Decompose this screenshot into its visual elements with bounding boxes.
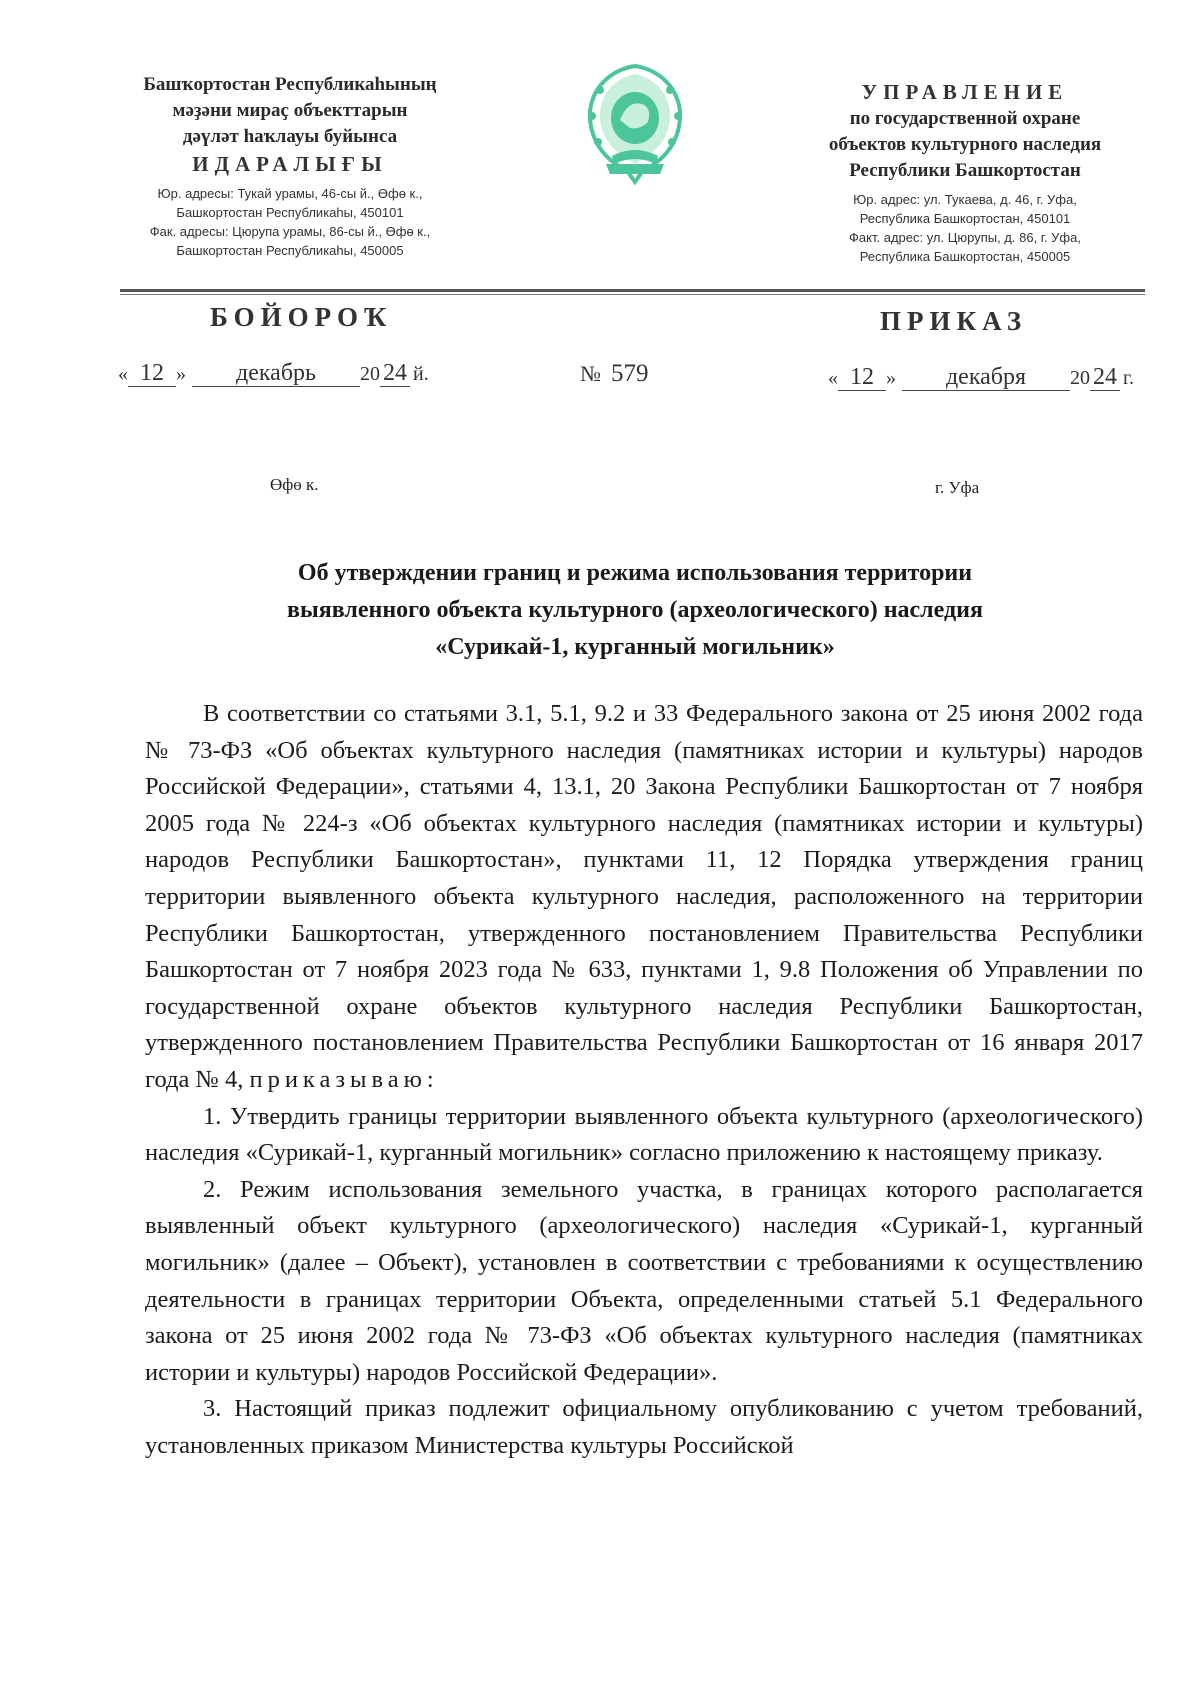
- header-right-address-line-3: Факт. адрес: ул. Цюрупы, д. 86, г. Уфа,: [849, 230, 1081, 245]
- date-right-close-quote: »: [886, 367, 896, 389]
- header-left-address-line-2: Башкортостан Республикаһы, 450101: [176, 205, 404, 220]
- header-left-title: ИДАРАЛЫҒЫ: [192, 152, 388, 176]
- document-number: [580, 360, 649, 388]
- header-left-line-2: мәҙәни мираҫ объекттарын: [172, 100, 408, 121]
- emblem-graphic: [570, 60, 700, 190]
- header-left: [95, 72, 485, 260]
- date-right-open-quote: «: [828, 367, 838, 389]
- header-left-address-line-4: Башкортостан Республикаһы, 450005: [176, 243, 404, 258]
- date-right-year-suffix: 24: [1090, 364, 1120, 391]
- header-right-address-line-4: Республика Башкортостан, 450005: [859, 249, 1071, 264]
- header-right-line-2: объектов культурного наследия: [828, 134, 1102, 155]
- document-title: [150, 555, 1120, 666]
- date-right-unit: г.: [1123, 367, 1134, 389]
- body-paragraph-2: 2. Режим использования земельного участка, в границах которого располагается выявленный объект культурного (археологического) наследия «Сурикай-1, курганный могильник» (далее – Объект), установлен в соответствии с требованиями к осуществлению деятельности в границах территории Объекта, определенными статьей 5.1 Федерального закона от 25 июня 2002 года № 73-ФЗ «Об объектах культурного наследия (памятниках истории и культуры) народов Российской Федерации».: [145, 1175, 1143, 1386]
- date-left-open-quote: «: [118, 363, 128, 385]
- document-number-value: 579: [611, 360, 649, 387]
- city-bashkir: Өфө к.: [270, 475, 319, 494]
- header-right: [780, 78, 1150, 266]
- city-russian: г. Уфа: [935, 478, 980, 497]
- header-right-line-1: по государственной охране: [849, 108, 1081, 129]
- doc-type-bashkir: БОЙОРОҠ: [210, 302, 393, 332]
- header-left-address: [95, 184, 485, 260]
- header-right-title: УПРАВЛЕНИЕ: [861, 80, 1069, 104]
- header-left-address-line-1: Юр. адресы: Тукай урамы, 46-сы й., Өфө к.,: [157, 186, 423, 201]
- header-right-address-line-2: Республика Башкортостан, 450101: [859, 211, 1071, 226]
- document-title-line-2: выявленного объекта культурного (археологического) наследия: [287, 597, 983, 623]
- body-intro-paragraph: [145, 696, 1143, 1099]
- body-intro-text: В соответствии со статьями 3.1, 5.1, 9.2 и 33 Федерального закона от 25 июня 2002 года № 73-ФЗ «Об объектах культурного наследия (памятниках истории и культуры) народов Российской Федерации», статьями 4, 13.1, 20 Закона Республики Башкортостан от 7 ноября 2005 года № 224-з «Об объектах культурного наследия (памятниках истории и культуры) народов Республики Башкортостан», пунктами 11, 12 Порядка утверждения границ территории выявленного объекта культурного наследия, расположенного на территории Республики Башкортостан, утвержденного постановлением Правительства Республики Башкортостан от 7 ноября 2023 года № 633, пунктами 1, 9.8 Положения об Управлении по государственной охране объектов культурного наследия Республики Башкортостан, утвержденного постановлением Правительства Республики Башкортостан от 16 января 2017 года № 4,: [145, 700, 1143, 1093]
- date-right-year-prefix: 20: [1070, 367, 1090, 389]
- header-left-line-1: Башҡортостан Республикаһының: [143, 74, 437, 95]
- date-left-year-suffix: 24: [380, 360, 410, 387]
- date-left-close-quote: »: [176, 363, 186, 385]
- document-title-line-3: «Сурикай-1, курганный могильник»: [435, 634, 835, 660]
- header-divider-thick: [120, 289, 1145, 292]
- date-left-month: декабрь: [192, 360, 360, 387]
- date-right-day: 12: [838, 364, 886, 391]
- date-left-day: 12: [128, 360, 176, 387]
- header-right-line-3: Республики Башкортостан: [849, 160, 1081, 181]
- document-number-label: №: [580, 361, 601, 386]
- date-right-month: декабря: [902, 364, 1070, 391]
- date-left-unit: й.: [413, 363, 429, 385]
- doc-type-russian: ПРИКАЗ: [880, 306, 1028, 336]
- header-right-address: [780, 190, 1150, 266]
- date-bashkir: [118, 360, 429, 387]
- document-title-line-1: Об утверждении границ и режима использования территории: [297, 560, 973, 586]
- body-paragraph-3: 3. Настоящий приказ подлежит официальному опубликованию с учетом требований, установленных приказом Министерства культуры Российской: [145, 1395, 1143, 1459]
- header-right-address-line-1: Юр. адрес: ул. Тукаева, д. 46, г. Уфа,: [853, 192, 1077, 207]
- date-russian: [828, 364, 1134, 391]
- coat-of-arms-icon: [570, 60, 700, 190]
- body-paragraph-1: 1. Утвердить границы территории выявленного объекта культурного (археологического) наследия «Сурикай-1, курганный могильник» согласно приложению к настоящему приказу.: [145, 1102, 1143, 1167]
- date-left-year-prefix: 20: [360, 363, 380, 385]
- header-divider-thin: [120, 294, 1145, 295]
- header-left-address-line-3: Фак. адресы: Цюрупа урамы, 86-сы й., Өфө к.,: [149, 224, 431, 239]
- body-order-word: приказываю:: [249, 1065, 439, 1093]
- header-left-line-3: дәүләт һаҡлауы буйынса: [182, 126, 398, 147]
- document-body: [145, 696, 1143, 1464]
